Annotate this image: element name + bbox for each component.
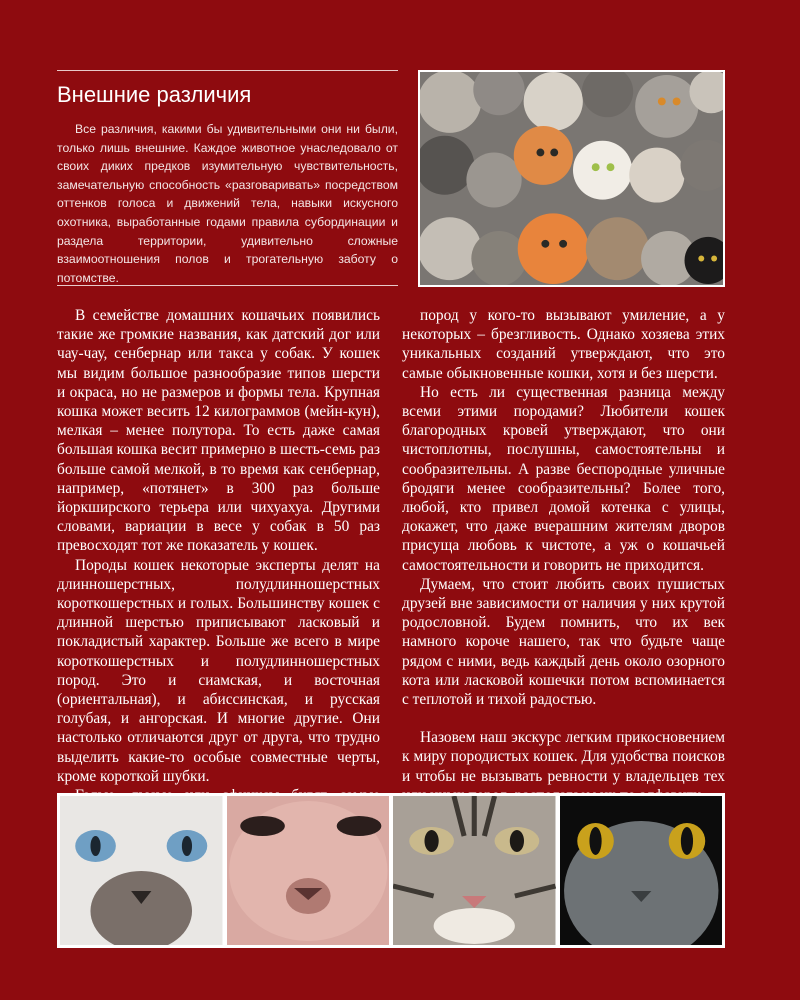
body-paragraph: Назовем наш экскурс легким прикосновением к миру породистых кошек. Для удобства поисков и чтобы не вызывать ревности у владельцев тех <box>402 729 725 785</box>
body-paragraph: Породы кошек некоторые эксперты делят на длинношерстных, полудлинношерстных короткошерстных и голых. Большинству кошек с длинной шерстью приписывают ласковый и покладистый характер. Больше же всего в мире короткошерстных и полудлинношерстных пород. Это и сиамская, и восточная (ориентальная), и абиссинская, и русская голубая, и ангорская. И многие другие. Они настолько отличаются друг от друга, что трудно выделить какие-то особые совместные черты, кроме короткой шубки. <box>57 556 380 785</box>
cat-face-photo-russian-blue <box>560 796 723 945</box>
body-column-right <box>402 306 725 805</box>
body-paragraph: В семействе домашних кошачьих появились такие же громкие названия, как датский дог или чау-чау, сенбернар или такса у собак. У кошек мы видим большое разнообразие типов шерсти и окраса, но не размеров и формы тела. Крупная кошка может весить 12 килограммов (мейн-кун), мелкая – менее полутора. То есть даже самая большая кошка весит примерно в шесть-семь раз больше самой мелкой, в то время как сенбернар, например, «потянет» в 300 раз больше йоркширского терьера или чихуахуа. Другими словами, вариации в весе у собак в 50 раз превосходят тот же показатель у кошек. <box>57 307 380 555</box>
body-paragraph: Думаем, что стоит любить своих пушистых друзей вне зависимости от наличия у них крутой родословной. Будем помнить, что их век намного короче нашего, так что будьте чаще рядом с ними, ведь каждый день около озорного кота или ласковой кошечки потом вспоминается с теплотой и тихой радостью. <box>402 575 725 709</box>
body-paragraph: Но есть ли существенная разница между всеми этими породами? Любители кошек благородных кровей утверждают, что они чистоплотны, послушны, самостоятельны и сообразительны. А разве беспородные уличные бродяги менее сообразительны? Более того, любой, кто привел домой котенка с улицы, докажет, что даже вчерашним жителям дворов присуща любовь к чистоте, а уж о кошачьей самостоятельности и говорить не приходится. <box>402 383 725 574</box>
cat-collage-photo <box>418 70 725 287</box>
cat-face-photo-tabby <box>393 796 556 945</box>
section-title: Внешние различия <box>57 82 252 107</box>
intro-paragraph: Все различия, какими бы удивительными они ни были, только лишь внешние. Каждое животное унаследовало от своих диких предков изумительную чувствительность, замечательную способность «разговаривать» посредством оттенков голоса и движений тела, навыки искусного охотника, выработанные годами правила субординации и раздела территории, удивительно сложные взаимоотношения полов и трогательную заботу о потомстве. <box>57 122 398 285</box>
sidebar-top-rule <box>57 70 398 71</box>
body-paragraph: пород у кого-то вызывают умиление, а у некоторых – брезгливость. Однако хозяева этих уникальных созданий утверждают, что это самые обыкновенные кошки, хотя и без шерсти. <box>402 307 725 382</box>
sidebar-bottom-rule <box>57 285 398 286</box>
body-column-left <box>57 306 380 824</box>
cat-collage-image <box>420 72 723 285</box>
cat-face-photo-sphynx <box>227 796 390 945</box>
cat-faces-photo-strip <box>57 793 725 948</box>
cat-face-photo-blue-eyes <box>60 796 223 945</box>
